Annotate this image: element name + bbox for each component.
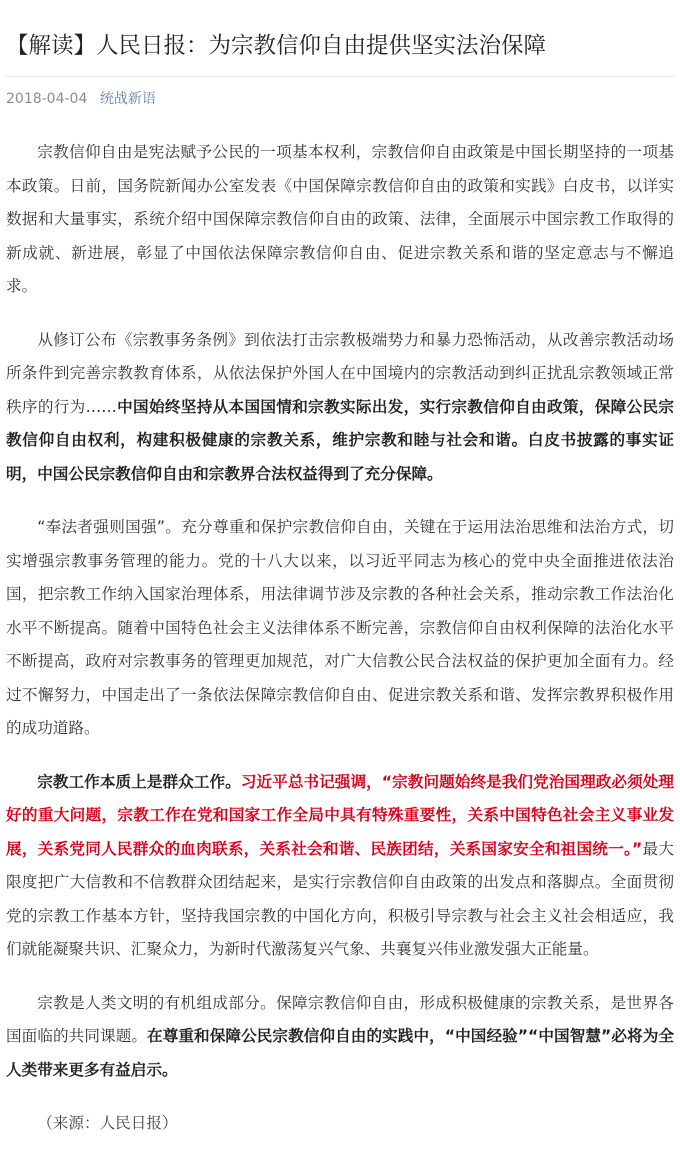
paragraph-5-text: 宗教是人类文明的有机组成部分。保障宗教信仰自由，形成积极健康的宗教关系，是世界各国面临的共同课题。 [6,993,674,1045]
paragraph-4 [6,766,674,967]
paragraph-2-text: 从修订公布《宗教事务条例》到依法打击宗教极端势力和暴力恐怖活动，从改善宗教活动场所条件到完善宗教教育体系，从依法保护外国人在中国境内的宗教活动到纠正扰乱宗教领域正常秩序的行为…… [6,330,674,416]
paragraph-3 [6,511,674,746]
account-name-link[interactable]: 统战新语 [99,91,156,107]
article-body [6,136,674,1161]
paragraph-5-bold-text: 在尊重和保障公民宗教信仰自由的实践中，“中国经验”“中国智慧”必将为全人类带来更多有益启示。 [6,1027,674,1079]
article-title: 【解读】人民日报：为宗教信仰自由提供坚实法治保障 [6,33,547,59]
paragraph-1 [6,136,674,304]
paragraph-1-text: 宗教信仰自由是宪法赋予公民的一项基本权利，宗教信仰自由政策是中国长期坚持的一项基本政策。日前，国务院新闻办公室发表《中国保障宗教信仰自由的政策和实践》白皮书，以详实数据和大量事实，系统介绍中国保障宗教信仰自由的政策、法律，全面展示中国宗教工作取得的新成就、新进展，彰显了中国依法保障宗教信仰自由、促进宗教关系和谐的坚定意志与不懈追求。 [6,143,674,295]
paragraph-5 [6,987,674,1088]
paragraph-2-bold-text: 中国始终坚持从本国国情和宗教实际出发，实行宗教信仰自由政策，保障公民宗教信仰自由权利，构建积极健康的宗教关系，维护宗教和睦与社会和谐。白皮书披露的事实证明，中国公民宗教信仰自由和宗教界合法权益得到了充分保障。 [6,397,674,483]
article-meta [6,87,156,111]
publish-date: 2018-04-04 [6,91,88,107]
paragraph-4-text: 最大限度把广大信教和不信教群众团结起来，是实行宗教信仰自由政策的出发点和落脚点。全面贯彻党的宗教工作基本方针，坚持我国宗教的中国化方向，积极引导宗教与社会主义社会相适应，我们就能凝聚共识、汇聚众力，为新时代激荡复兴气象、共襄复兴伟业激发强大正能量。 [6,839,674,958]
source-note: （来源：人民日报） [37,1114,178,1132]
paragraph-4-bold-text: 宗教工作本质上是群众工作。 [37,772,241,791]
title-divider [6,76,674,77]
paragraph-4-red-quote: 习近平总书记强调，“宗教问题始终是我们党治国理政必须处理好的重大问题，宗教工作在党和国家工作全局中具有特殊重要性，关系中国特色社会主义事业发展，关系党同人民群众的血肉联系，关系社会和谐、民族团结，关系国家安全和祖国统一。” [6,772,674,858]
paragraph-3-text: “奉法者强则国强”。充分尊重和保护宗教信仰自由，关键在于运用法治思维和法治方式，切实增强宗教事务管理的能力。党的十八大以来，以习近平同志为核心的党中央全面推进依法治国，把宗教工作纳入国家治理体系，用法律调节涉及宗教的各种社会关系，推动宗教工作法治化水平不断提高。随着中国特色社会主义法律体系不断完善，宗教信仰自由权利保障的法治化水平不断提高，政府对宗教事务的管理更加规范，对广大信教公民合法权益的保护更加全面有力。经过不懈努力，中国走出了一条依法保障宗教信仰自由、促进宗教关系和谐、发挥宗教界积极作用的成功道路。 [6,518,674,737]
paragraph-2 [6,324,674,492]
